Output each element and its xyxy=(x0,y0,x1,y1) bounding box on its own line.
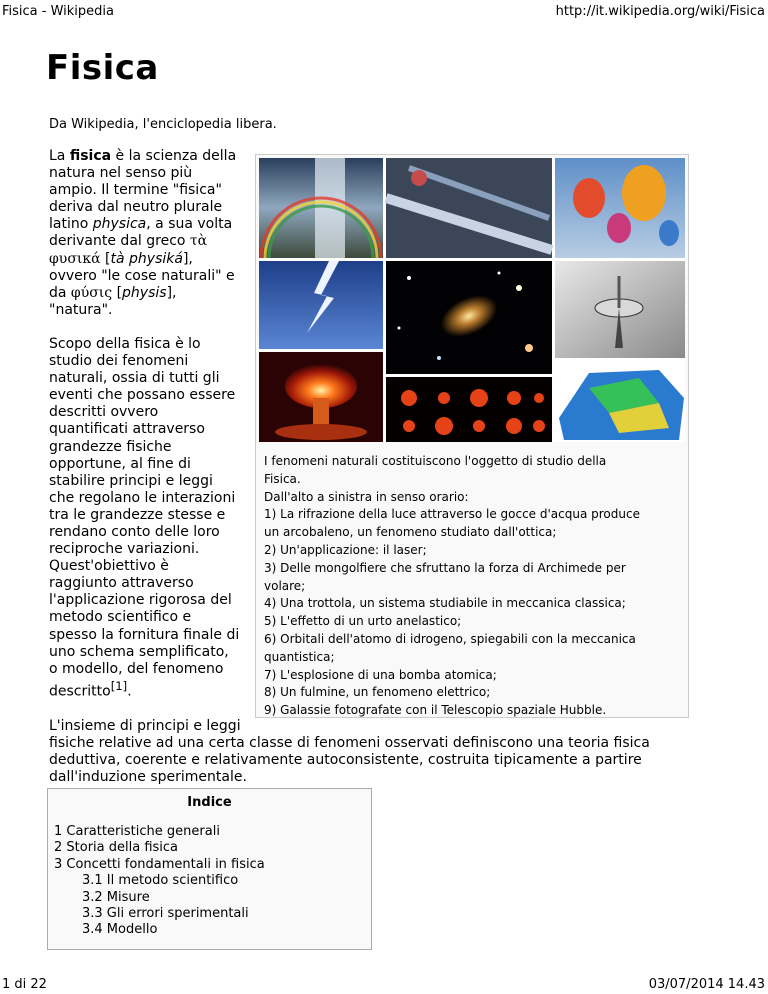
caption-line: I fenomeni naturali costituiscono l'oggetto di studio della xyxy=(264,454,607,469)
caption-line: quantistica; xyxy=(264,649,335,664)
page-subtitle: Da Wikipedia, l'enciclopedia libera. xyxy=(49,117,277,132)
print-timestamp: 03/07/2014 14.43 xyxy=(648,977,765,992)
print-page-number: 1 di 22 xyxy=(2,977,47,992)
caption-line: 8) Un fulmine, un fenomeno elettrico; xyxy=(264,685,491,700)
caption-line: 7) L'esplosione di una bomba atomica; xyxy=(264,667,497,682)
print-header-title: Fisica - Wikipedia xyxy=(2,4,114,19)
article-body xyxy=(49,148,689,803)
caption-line: Fisica. xyxy=(264,471,301,486)
figure-thumbnail xyxy=(255,154,689,718)
toc-title: Indice xyxy=(187,795,232,810)
theory-paragraph: L'insieme di principi e leggi fisiche relative ad una certa classe di fenomeni osservati definiscono una teoria fisica deduttiva, coerente e relativamente autoconsistente, costruita tipicamente a partire dall'induzione sperimentale. xyxy=(49,717,650,785)
greek-term: τὰ φυσικά xyxy=(49,233,208,267)
hydrogen-orbitals-photo xyxy=(386,377,552,442)
caption-line: Dall'alto a sinistra in senso orario: xyxy=(264,489,469,504)
page-title: Fisica xyxy=(46,48,159,88)
toc-list xyxy=(54,824,371,939)
physics-collage-image xyxy=(259,158,685,442)
greek-term: φύσις xyxy=(70,284,113,301)
caption-line: 5) L'effetto di un urto anelastico; xyxy=(264,614,462,629)
scope-paragraph: Scopo della fisica è lo studio dei fenomeni naturali, ossia di tutti gli eventi che possano essere descritti ovvero quantificati attraverso grandezze fisiche opportune, al fine di stabilire principi e leggi che regolano le interazioni tra le grandezze stesse e rendano conto delle loro reciproche variazioni. Quest'obiettivo è raggiunto attraverso l'applicazione rigorosa del metodo scientifico e spesso la fornitura finale di uno schema semplificato, o modello, del fenomeno descritto[1]. xyxy=(49,335,240,700)
lightning-photo xyxy=(259,261,383,349)
toc-item[interactable]: 3.3 Gli errori sperimentali xyxy=(82,906,249,922)
toc-item[interactable]: 3.2 Misure xyxy=(82,889,150,905)
caption-line: 4) Una trottola, un sistema studiabile in meccanica classica; xyxy=(264,596,626,611)
link-fisica: fisica xyxy=(69,148,112,164)
caption-line: 1) La rifrazione della luce attraverso le gocce d'acqua produce xyxy=(264,507,640,522)
caption-line: 9) Galassie fotografate con il Telescopio spaziale Hubble. xyxy=(264,703,607,718)
figure-caption xyxy=(264,453,685,720)
caption-line: 3) Delle mongolfiere che sfruttano la forza di Archimede per xyxy=(264,560,626,575)
toc-item[interactable]: 1 Caratteristiche generali xyxy=(54,824,220,839)
toc-item[interactable]: 3 Concetti fondamentali in fisica xyxy=(54,856,265,872)
footnote-ref[interactable]: [1] xyxy=(110,678,128,693)
toc-item[interactable]: 3.1 Il metodo scientifico xyxy=(82,873,239,889)
caption-line: 6) Orbitali dell'atomo di idrogeno, spiegabili con la meccanica xyxy=(264,632,636,647)
caption-line: 2) Un'applicazione: il laser; xyxy=(264,543,427,558)
caption-line: volare; xyxy=(264,578,306,593)
caption-line: un arcobaleno, un fenomeno studiato dall'ottica; xyxy=(264,525,557,540)
toc-item[interactable]: 2 Storia della fisica xyxy=(54,840,179,856)
print-header-url: http://it.wikipedia.org/wiki/Fisica xyxy=(555,4,765,19)
toc-item[interactable]: 3.4 Modello xyxy=(82,922,158,938)
table-of-contents xyxy=(47,788,372,950)
intro-paragraph: La fisica è la scienza della natura nel senso più ampio. Il termine "fisica" deriva dal neutro plurale latino physica, a sua volta derivante dal greco τὰ φυσικά [tà physiká], ovvero "le cose naturali" e da φύσις [physis], "natura". xyxy=(49,148,237,318)
